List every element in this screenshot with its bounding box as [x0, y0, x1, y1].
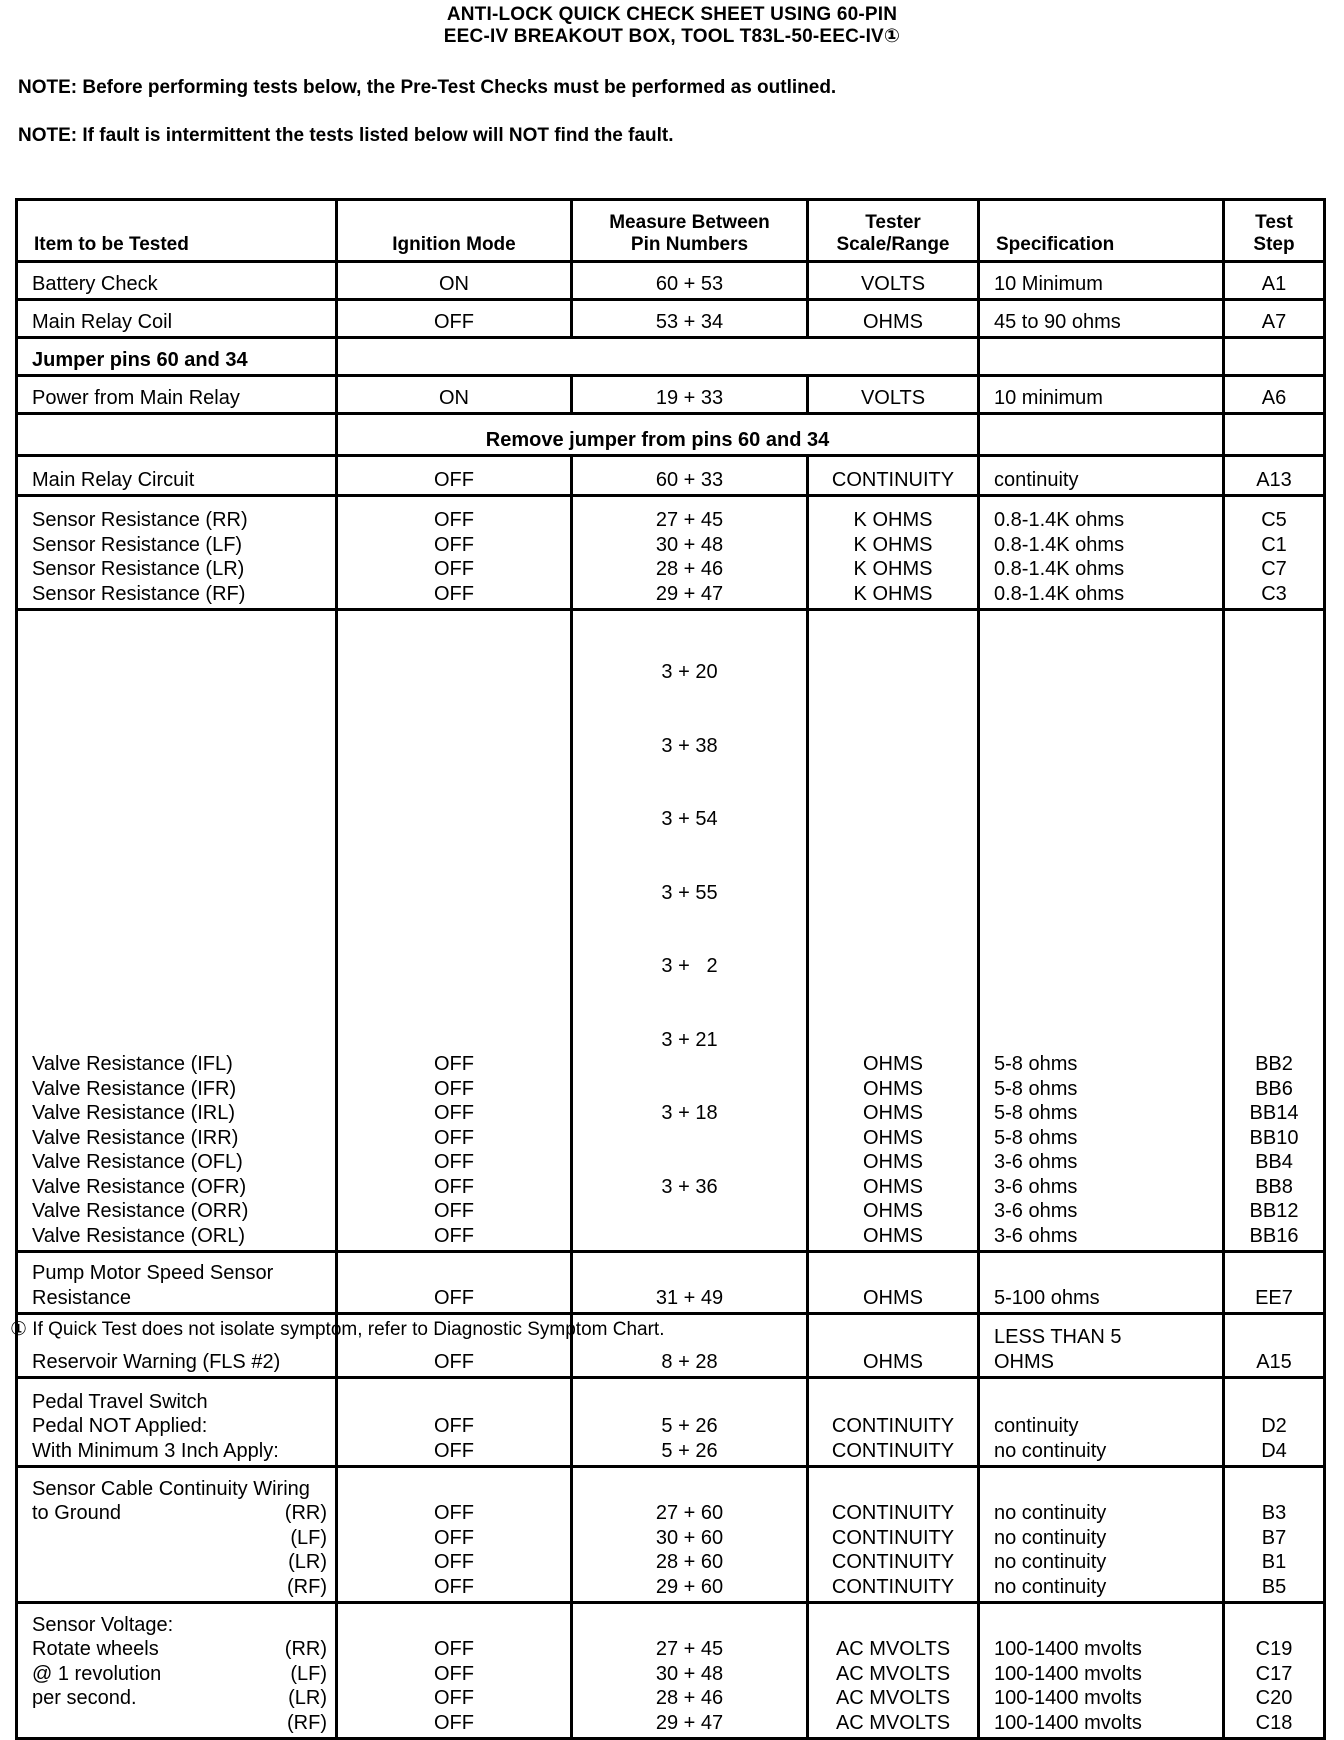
- spec-line: no continuity: [994, 1502, 1107, 1524]
- pins-line: 3 + 38: [661, 734, 718, 757]
- scale-line: CONTINUITY: [831, 1439, 955, 1462]
- pins-line: 30 + 48: [655, 1662, 724, 1685]
- spec-line: 100-1400 mvolts: [994, 1711, 1142, 1734]
- item-line: [32, 1575, 327, 1600]
- spec-line: 0.8-1.4K ohms: [994, 558, 1125, 580]
- empty-cell: [1224, 414, 1325, 456]
- header-scale-line1: Tester: [865, 212, 921, 233]
- step-line: C3: [1261, 582, 1287, 605]
- pins-cell: [572, 610, 808, 1252]
- jumper-instruction: Jumper pins 60 and 34: [17, 338, 337, 376]
- scale-line: K OHMS: [853, 533, 933, 556]
- ignition-line: OFF: [434, 509, 474, 531]
- spec-line: 100-1400 mvolts: [994, 1662, 1142, 1685]
- wheel-label: (RR): [284, 1638, 327, 1660]
- empty-cell: [979, 414, 1224, 456]
- ignition-line: OFF: [434, 1502, 474, 1524]
- ignition-line: OFF: [434, 1200, 474, 1222]
- item-line: Valve Resistance (OFR): [32, 1175, 247, 1198]
- pins-cell: 19 + 33: [572, 376, 808, 414]
- ignition-line: OFF: [434, 1662, 474, 1685]
- scale-cell: [808, 610, 979, 1252]
- item-line: Resistance: [32, 1286, 131, 1309]
- scale-line: AC MVOLTS: [835, 1687, 951, 1709]
- spec-line: 5-8 ohms: [994, 1077, 1078, 1100]
- spec-cell: 45 to 90 ohms: [979, 300, 1224, 338]
- pins-line: 3 + 54: [661, 808, 718, 830]
- ignition-line: OFF: [434, 1126, 474, 1149]
- empty-cell: [979, 338, 1224, 376]
- ignition-line: OFF: [434, 1151, 474, 1173]
- item-line: [32, 1662, 327, 1687]
- scale-cell: OHMS: [808, 300, 979, 338]
- spec-line: no continuity: [994, 1575, 1107, 1598]
- wheel-label: (RF): [287, 1575, 327, 1598]
- item-cell: [17, 1252, 337, 1314]
- item-cell: [17, 1603, 337, 1739]
- spec-line: 3-6 ohms: [994, 1151, 1078, 1173]
- spec-line: 5-8 ohms: [994, 1053, 1078, 1075]
- spec-cell: 10 minimum: [979, 376, 1224, 414]
- step-line: B3: [1261, 1502, 1287, 1524]
- ignition-cell: OFF: [337, 1252, 572, 1314]
- header-measure-line1: Measure Between: [609, 212, 770, 233]
- step-cell: A15: [1224, 1314, 1325, 1378]
- wheel-label: (LR): [288, 1687, 327, 1709]
- sensor-resistance-row: [17, 496, 1325, 610]
- scale-line: AC MVOLTS: [835, 1711, 951, 1734]
- spec-cell: 10 Minimum: [979, 262, 1224, 300]
- spec-cell: 5-100 ohms: [979, 1252, 1224, 1314]
- item-cell: [17, 610, 337, 1252]
- pins-cell: 60 + 53: [572, 262, 808, 300]
- scale-line: OHMS: [863, 1126, 923, 1149]
- item-cell: [17, 1467, 337, 1603]
- pins-line: 3 + 20: [661, 661, 718, 683]
- step-line: BB10: [1249, 1126, 1299, 1149]
- header-item: Item to be Tested: [17, 200, 337, 262]
- step-cell: A6: [1224, 376, 1325, 414]
- step-line: C19: [1255, 1638, 1293, 1660]
- scale-line: OHMS: [863, 1224, 923, 1247]
- scale-line: CONTINUITY: [831, 1502, 955, 1524]
- ignition-cell: OFF: [337, 300, 572, 338]
- item-line: Valve Resistance (IRL): [32, 1102, 236, 1124]
- scale-line: K OHMS: [853, 509, 933, 531]
- spec-line: 0.8-1.4K ohms: [994, 509, 1125, 531]
- ignition-line: OFF: [434, 1526, 474, 1549]
- scale-cell: OHMS: [808, 1252, 979, 1314]
- step-cell: A13: [1224, 456, 1325, 496]
- item-cell: Main Relay Coil: [17, 300, 337, 338]
- remove-jumper-instruction: Remove jumper from pins 60 and 34: [337, 414, 979, 456]
- ignition-cell: ON: [337, 376, 572, 414]
- item-line: With Minimum 3 Inch Apply:: [32, 1439, 279, 1462]
- ignition-line: OFF: [434, 1551, 474, 1573]
- pedal-travel-row: [17, 1378, 1325, 1467]
- pins-line: 29 + 60: [655, 1575, 724, 1598]
- table-header-row: [17, 200, 1325, 262]
- header-step-line2: Step: [1253, 234, 1295, 255]
- empty-cell: [17, 414, 337, 456]
- title-line-1: ANTI-LOCK QUICK CHECK SHEET USING 60-PIN: [446, 4, 898, 25]
- spec-line: 3-6 ohms: [994, 1175, 1078, 1198]
- ignition-line: OFF: [434, 533, 474, 556]
- header-spec: Specification: [979, 200, 1224, 262]
- ignition-line: OFF: [434, 1175, 474, 1198]
- item-line: Valve Resistance (ORL): [32, 1224, 246, 1247]
- scale-line: OHMS: [863, 1175, 923, 1198]
- ignition-cell: ON: [337, 262, 572, 300]
- step-line: B7: [1261, 1526, 1287, 1549]
- ignition-line: OFF: [434, 1638, 474, 1660]
- item-cell: Battery Check: [17, 262, 337, 300]
- scale-line: OHMS: [863, 1151, 923, 1173]
- ignition-cell: OFF: [337, 1314, 572, 1378]
- remove-jumper-row: [17, 414, 1325, 456]
- scale-line: CONTINUITY: [831, 1575, 955, 1598]
- spec-line: 5-8 ohms: [994, 1126, 1078, 1149]
- spec-cell: [979, 610, 1224, 1252]
- scale-line: OHMS: [863, 1053, 923, 1075]
- ignition-line: OFF: [434, 1224, 474, 1247]
- scale-cell: [808, 1467, 979, 1603]
- scale-line: AC MVOLTS: [835, 1662, 951, 1685]
- scale-cell: OHMS: [808, 1314, 979, 1378]
- item-line: Sensor Resistance (RF): [32, 582, 246, 605]
- spec-line: 100-1400 mvolts: [994, 1638, 1142, 1660]
- scale-line: CONTINUITY: [831, 1415, 955, 1437]
- spec-cell: [979, 1603, 1224, 1739]
- spec-cell: [979, 1467, 1224, 1603]
- wheel-label: (LR): [288, 1551, 327, 1573]
- scale-cell: VOLTS: [808, 376, 979, 414]
- spec-line: 3-6 ohms: [994, 1200, 1078, 1222]
- item-cell: Reservoir Warning (FLS #2): [17, 1314, 337, 1378]
- ignition-line: OFF: [434, 1053, 474, 1075]
- item-line: Valve Resistance (IRR): [32, 1126, 239, 1149]
- note-intermittent: NOTE: If fault is intermittent the tests listed below will NOT find the fault.: [18, 125, 674, 146]
- pins-line: 3 + 36: [661, 1175, 718, 1198]
- item-line: Valve Resistance (IFR): [32, 1077, 237, 1100]
- pins-line: 28 + 60: [655, 1551, 724, 1573]
- spec-line: LESS THAN 5: [994, 1326, 1122, 1348]
- step-line: BB12: [1249, 1200, 1299, 1222]
- item-label: @ 1 revolution: [32, 1662, 162, 1685]
- ignition-cell: [337, 1603, 572, 1739]
- pins-line: 3 + 18: [661, 1102, 718, 1124]
- pins-cell: [572, 1467, 808, 1603]
- ignition-cell: [337, 496, 572, 610]
- table-row: [17, 456, 1325, 496]
- quick-check-table: [15, 198, 1326, 1740]
- scale-line: OHMS: [863, 1077, 923, 1100]
- wheel-label: (LF): [290, 1662, 327, 1685]
- header-measure: [572, 200, 808, 262]
- jumper-row: [17, 338, 1325, 376]
- step-line: D4: [1261, 1439, 1287, 1462]
- spec-cell: [979, 1378, 1224, 1467]
- item-line: Valve Resistance (ORR): [32, 1200, 249, 1222]
- pins-line: 29 + 47: [655, 582, 724, 605]
- item-line: Valve Resistance (OFL): [32, 1151, 243, 1173]
- spec-line: 3-6 ohms: [994, 1224, 1078, 1247]
- ignition-line: OFF: [434, 1102, 474, 1124]
- item-cell: [17, 1378, 337, 1467]
- header-ignition: Ignition Mode: [337, 200, 572, 262]
- pins-cell: 60 + 33: [572, 456, 808, 496]
- ignition-line: OFF: [434, 1711, 474, 1734]
- sensor-cable-row: [17, 1467, 1325, 1603]
- header-scale-line2: Scale/Range: [836, 234, 950, 255]
- step-cell: A7: [1224, 300, 1325, 338]
- step-cell: [1224, 496, 1325, 610]
- ignition-line: OFF: [434, 1415, 474, 1437]
- header-step-line1: Test: [1255, 212, 1293, 233]
- document-title: [0, 4, 1344, 48]
- item-label: to Ground: [32, 1502, 121, 1524]
- pins-line: 5 + 26: [661, 1415, 718, 1437]
- item-line: Sensor Cable Continuity Wiring: [32, 1477, 310, 1500]
- step-line: C18: [1255, 1711, 1293, 1734]
- step-line: BB16: [1249, 1224, 1299, 1247]
- spec-cell: [979, 1314, 1224, 1378]
- ignition-cell: OFF: [337, 456, 572, 496]
- item-line: [32, 1686, 327, 1711]
- pins-line: 3 + 21: [661, 1028, 718, 1051]
- item-line: [32, 1550, 327, 1575]
- step-line: C20: [1255, 1687, 1293, 1709]
- step-cell: EE7: [1224, 1252, 1325, 1314]
- header-scale: [808, 200, 979, 262]
- spec-line: continuity: [994, 1415, 1079, 1437]
- item-line: Sensor Voltage:: [32, 1613, 174, 1636]
- step-line: C17: [1255, 1662, 1293, 1685]
- empty-cell: [337, 338, 979, 376]
- step-cell: A1: [1224, 262, 1325, 300]
- item-line: Pedal NOT Applied:: [32, 1415, 208, 1437]
- scale-cell: [808, 1603, 979, 1739]
- pins-line: 3 + 2: [661, 955, 718, 977]
- spec-line: 100-1400 mvolts: [994, 1687, 1142, 1709]
- step-line: BB14: [1249, 1102, 1299, 1124]
- step-line: BB8: [1255, 1175, 1293, 1198]
- spec-line: no continuity: [994, 1439, 1107, 1462]
- step-line: BB4: [1255, 1151, 1293, 1173]
- scale-line: OHMS: [863, 1102, 923, 1124]
- ignition-cell: [337, 610, 572, 1252]
- item-cell: Power from Main Relay: [17, 376, 337, 414]
- pins-line: 29 + 47: [655, 1711, 724, 1734]
- ignition-cell: [337, 1467, 572, 1603]
- pins-line: 30 + 60: [655, 1526, 724, 1549]
- item-line: [32, 1711, 327, 1736]
- table-row: [17, 300, 1325, 338]
- item-line: [32, 1526, 327, 1551]
- scale-line: CONTINUITY: [831, 1526, 955, 1549]
- pins-line: 5 + 26: [661, 1439, 718, 1462]
- pins-cell: 8 + 28: [572, 1314, 808, 1378]
- footnote: ① If Quick Test does not isolate symptom, refer to Diagnostic Symptom Chart.: [10, 1319, 665, 1340]
- pins-line: 28 + 46: [655, 558, 724, 580]
- step-line: B1: [1261, 1551, 1287, 1573]
- ignition-cell: [337, 1378, 572, 1467]
- table-row: [17, 262, 1325, 300]
- item-line: Pump Motor Speed Sensor: [32, 1262, 274, 1284]
- item-label: per second.: [32, 1687, 137, 1709]
- empty-cell: [1224, 338, 1325, 376]
- wheel-label: (RR): [284, 1502, 327, 1524]
- step-cell: [1224, 1378, 1325, 1467]
- scale-cell: CONTINUITY: [808, 456, 979, 496]
- pins-cell: 31 + 49: [572, 1252, 808, 1314]
- scale-line: OHMS: [863, 1200, 923, 1222]
- item-line: Pedal Travel Switch: [32, 1390, 208, 1413]
- scale-line: K OHMS: [853, 558, 933, 580]
- item-line: Valve Resistance (IFL): [32, 1053, 233, 1075]
- ignition-line: OFF: [434, 1077, 474, 1100]
- step-line: C5: [1261, 509, 1287, 531]
- pins-line: 28 + 46: [655, 1687, 724, 1709]
- item-cell: [17, 496, 337, 610]
- ignition-line: OFF: [434, 558, 474, 580]
- wheel-label: (RF): [287, 1711, 327, 1734]
- pins-cell: [572, 496, 808, 610]
- scale-cell: [808, 496, 979, 610]
- spec-line: 0.8-1.4K ohms: [994, 533, 1125, 556]
- step-cell: [1224, 610, 1325, 1252]
- ignition-line: OFF: [434, 582, 474, 605]
- header-step: [1224, 200, 1325, 262]
- pins-line: 3 + 55: [661, 881, 718, 904]
- item-line: [32, 1501, 327, 1526]
- scale-line: K OHMS: [853, 582, 933, 605]
- pins-line: 27 + 45: [655, 509, 724, 531]
- header-measure-line2: Pin Numbers: [630, 234, 749, 255]
- step-cell: [1224, 1467, 1325, 1603]
- ignition-line: OFF: [434, 1575, 474, 1598]
- pump-motor-row: [17, 1252, 1325, 1314]
- step-line: BB6: [1255, 1077, 1293, 1100]
- wheel-label: (LF): [290, 1526, 327, 1549]
- pins-cell: [572, 1603, 808, 1739]
- table-row: [17, 376, 1325, 414]
- step-cell: [1224, 1603, 1325, 1739]
- pins-cell: [572, 1378, 808, 1467]
- step-line: B5: [1261, 1575, 1287, 1598]
- spec-line: 5-8 ohms: [994, 1102, 1078, 1124]
- item-line: [32, 1637, 327, 1662]
- valve-resistance-row: [17, 610, 1325, 1252]
- spec-line: no continuity: [994, 1551, 1107, 1573]
- item-cell: Main Relay Circuit: [17, 456, 337, 496]
- pins-line: 30 + 48: [655, 533, 724, 556]
- item-label: Rotate wheels: [32, 1638, 159, 1660]
- note-pretest: NOTE: Before performing tests below, the Pre-Test Checks must be performed as outlined.: [18, 77, 837, 98]
- item-line: Sensor Resistance (RR): [32, 509, 248, 531]
- step-line: BB2: [1255, 1053, 1293, 1075]
- pins-line: 27 + 45: [655, 1638, 724, 1660]
- step-line: C7: [1261, 558, 1287, 580]
- scale-cell: [808, 1378, 979, 1467]
- pins-line: 27 + 60: [655, 1502, 724, 1524]
- sensor-voltage-row: [17, 1603, 1325, 1739]
- pins-cell: 53 + 34: [572, 300, 808, 338]
- title-line-2: EEC-IV BREAKOUT BOX, TOOL T83L-50-EEC-IV①: [443, 26, 901, 47]
- scale-line: CONTINUITY: [831, 1551, 955, 1573]
- scale-cell: VOLTS: [808, 262, 979, 300]
- spec-cell: continuity: [979, 456, 1224, 496]
- item-line: Sensor Resistance (LF): [32, 533, 243, 556]
- item-line: Sensor Resistance (LR): [32, 558, 245, 580]
- spec-line: no continuity: [994, 1526, 1107, 1549]
- spec-line: 0.8-1.4K ohms: [994, 582, 1125, 605]
- step-line: D2: [1261, 1415, 1287, 1437]
- spec-cell: [979, 496, 1224, 610]
- scale-line: AC MVOLTS: [835, 1638, 951, 1660]
- spec-line: OHMS: [994, 1350, 1054, 1373]
- ignition-line: OFF: [434, 1687, 474, 1709]
- ignition-line: OFF: [434, 1439, 474, 1462]
- step-line: C1: [1261, 533, 1287, 556]
